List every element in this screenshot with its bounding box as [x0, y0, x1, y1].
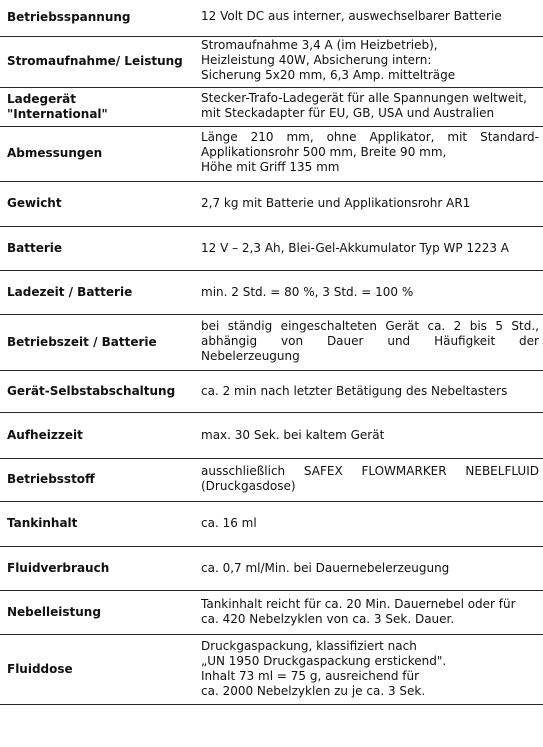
row-value: Stecker-Trafo-Ladegerät für alle Spannungen weltweit, mit Steckadapter für EU, GB, USA und Australien	[194, 87, 543, 126]
row-value: bei ständig eingeschalteten Gerät ca. 2 bis 5 Std., abhängig von Dauer und Häufigkeit der Nebelerzeugung	[194, 314, 543, 370]
row-value: 12 Volt DC aus interner, auswechselbarer Batterie	[194, 0, 543, 36]
table-row	[0, 458, 543, 501]
table-row	[0, 0, 543, 36]
table-row	[0, 126, 543, 181]
row-value: ausschließlich SAFEX FLOWMARKER NEBELFLUID (Druckgasdose)	[194, 458, 543, 501]
row-value: ca. 0,7 ml/Min. bei Dauernebelerzeugung	[194, 546, 543, 590]
table-row	[0, 181, 543, 226]
row-value: ca. 16 ml	[194, 501, 543, 546]
row-value: 12 V – 2,3 Ah, Blei-Gel-Akkumulator Typ WP 1223 A	[194, 226, 543, 270]
row-label: Nebelleistung	[0, 590, 194, 634]
table-row	[0, 546, 543, 590]
table-row	[0, 412, 543, 458]
row-value: Druckgaspackung, klassifiziert nach „UN 1950 Druckgaspackung erstickend". Inhalt 73 ml = 75 g, ausreichend für ca. 2000 Nebelzyklen zu je ca. 3 Sek.	[194, 634, 543, 704]
row-label: Ladezeit / Batterie	[0, 270, 194, 314]
row-label: Fluiddose	[0, 634, 194, 704]
table-row	[0, 87, 543, 126]
row-label: Betriebsspannung	[0, 0, 194, 36]
row-label: Gewicht	[0, 181, 194, 226]
row-value: min. 2 Std. = 80 %, 3 Std. = 100 %	[194, 270, 543, 314]
row-value: Tankinhalt reicht für ca. 20 Min. Dauernebel oder für ca. 420 Nebelzyklen von ca. 3 Sek. Dauer.	[194, 590, 543, 634]
table-row	[0, 634, 543, 704]
row-label: Betriebszeit / Batterie	[0, 314, 194, 370]
table-row	[0, 370, 543, 412]
row-value: Stromaufnahme 3,4 A (im Heizbetrieb), Heizleistung 40W, Absicherung intern: Sicherung 5x20 mm, 6,3 Amp. mittelträge	[194, 36, 543, 87]
row-label: Fluidverbrauch	[0, 546, 194, 590]
row-label: Aufheizzeit	[0, 412, 194, 458]
table-row	[0, 314, 543, 370]
row-label: Stromaufnahme/ Leistung	[0, 36, 194, 87]
row-value: max. 30 Sek. bei kaltem Gerät	[194, 412, 543, 458]
table-row	[0, 270, 543, 314]
table-row	[0, 501, 543, 546]
table-row	[0, 590, 543, 634]
row-label: Ladegerät "International"	[0, 87, 194, 126]
row-value: Länge 210 mm, ohne Applikator, mit Standard- Applikationsrohr 500 mm, Breite 90 mm, Höhe mit Griff 135 mm	[194, 126, 543, 181]
row-value: ca. 2 min nach letzter Betätigung des Nebeltasters	[194, 370, 543, 412]
row-label: Gerät-Selbstabschaltung	[0, 370, 194, 412]
table-row	[0, 226, 543, 270]
row-value: 2,7 kg mit Batterie und Applikationsrohr AR1	[194, 181, 543, 226]
row-label: Betriebsstoff	[0, 458, 194, 501]
row-label: Abmessungen	[0, 126, 194, 181]
row-label: Batterie	[0, 226, 194, 270]
table-row	[0, 36, 543, 87]
row-label: Tankinhalt	[0, 501, 194, 546]
